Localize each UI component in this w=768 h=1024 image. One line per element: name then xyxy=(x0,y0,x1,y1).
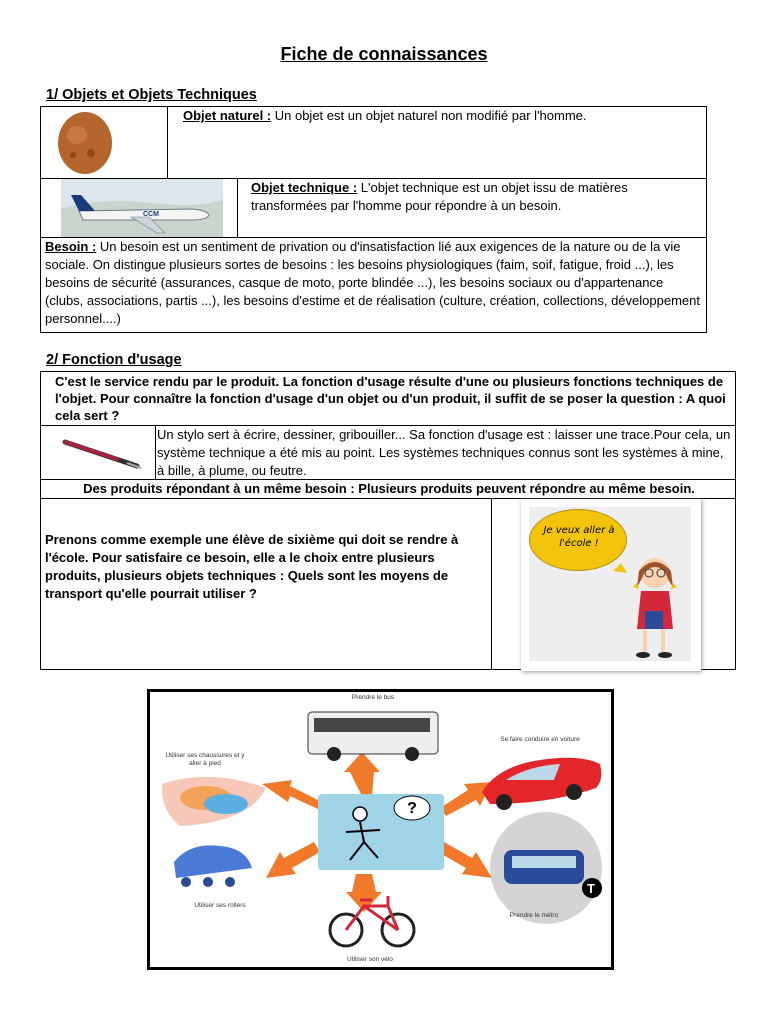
car-label: Se faire conduire en voiture xyxy=(500,736,580,743)
example-row xyxy=(40,498,736,670)
airplane-image xyxy=(61,179,223,237)
natural-object-label: Objet naturel : xyxy=(183,108,272,123)
girl-figure xyxy=(611,551,691,666)
svg-text:CCM: CCM xyxy=(143,211,159,218)
technical-object-label: Objet technique : xyxy=(251,180,358,195)
walk-label: Utiliser ses chaussures et y aller à pied xyxy=(165,752,245,767)
bike-label: Utiliser son vélo xyxy=(347,956,393,963)
section2-heading: 2/ Fonction d'usage xyxy=(46,352,182,368)
transport-figure xyxy=(147,689,614,970)
stone-image xyxy=(55,109,115,177)
need-label: Besoin : xyxy=(45,239,97,254)
page-title: Fiche de connaissances xyxy=(280,44,488,64)
speech-bubble-text: Je veux aller à l'école ! xyxy=(543,525,615,549)
technical-object-definition: Objet technique : L'objet technique est un objet issu de matières transformées par l'homme pour répondre à un besoin. xyxy=(251,180,628,213)
products-heading-box xyxy=(40,479,736,499)
usage-function-intro: C'est le service rendu par le produit. La fonction d'usage résulte d'une ou plusieurs fonctions techniques de l'objet. Pour connaître la fonction d'usage d'un objet ou d'un produit, il suffit de se poser la question : A quoi cela sert ? xyxy=(55,374,726,423)
natural-object-definition: Objet naturel : Un objet est un objet naturel non modifié par l'homme. xyxy=(183,108,587,123)
pen-image xyxy=(57,430,147,476)
question-mark: ? xyxy=(407,800,417,817)
technical-object-row xyxy=(40,178,707,238)
usage-function-intro-box xyxy=(40,371,736,426)
need-definition-box xyxy=(40,237,707,333)
pen-row xyxy=(40,425,736,480)
girl-illustration xyxy=(521,499,701,671)
roller-label: Utiliser ses rollers xyxy=(194,902,246,909)
transport-arrows xyxy=(150,692,611,967)
example-text: Prenons comme exemple une élève de sixième qui doit se rendre à l'école. Pour satisfaire ce besoin, elle a le choix entre plusieurs produits, plusieurs objets techniques : Quels sont les moyens de transport qu'elle pourrait utiliser ? xyxy=(45,532,459,601)
section1-heading: 1/ Objets et Objets Techniques xyxy=(46,87,257,103)
svg-text:T: T xyxy=(587,881,595,896)
natural-object-row xyxy=(40,106,707,179)
pen-usage-text: Un stylo sert à écrire, dessiner, gribouiller... Sa fonction d'usage est : laisser une trace.Pour cela, un système technique a été mis au point. Les systèmes techniques connus sont les systèmes à mine, à bille, à plume, ou feutre. xyxy=(157,427,731,478)
metro-label: Prendre le métro xyxy=(509,912,559,919)
need-definition: Besoin : Un besoin est un sentiment de privation ou d'insatisfaction lié aux exigences de la nature ou de la vie sociale. On distingue plusieurs sortes de besoins : les besoins physiologiques (faim, soif, fatigue, froid ...), les besoins de sécurité (assurances, casque de moto, porte blindée ...), les besoins sociaux ou d'appartenance (clubs, associations, partis ...), les besoins d'estime et de réalisation (culture, création, collections, développement personnel....) xyxy=(45,239,700,326)
bus-label: Prendre le bus xyxy=(351,694,395,701)
products-heading: Des produits répondant à un même besoin : Plusieurs produits peuvent répondre au même besoin. xyxy=(83,481,695,496)
